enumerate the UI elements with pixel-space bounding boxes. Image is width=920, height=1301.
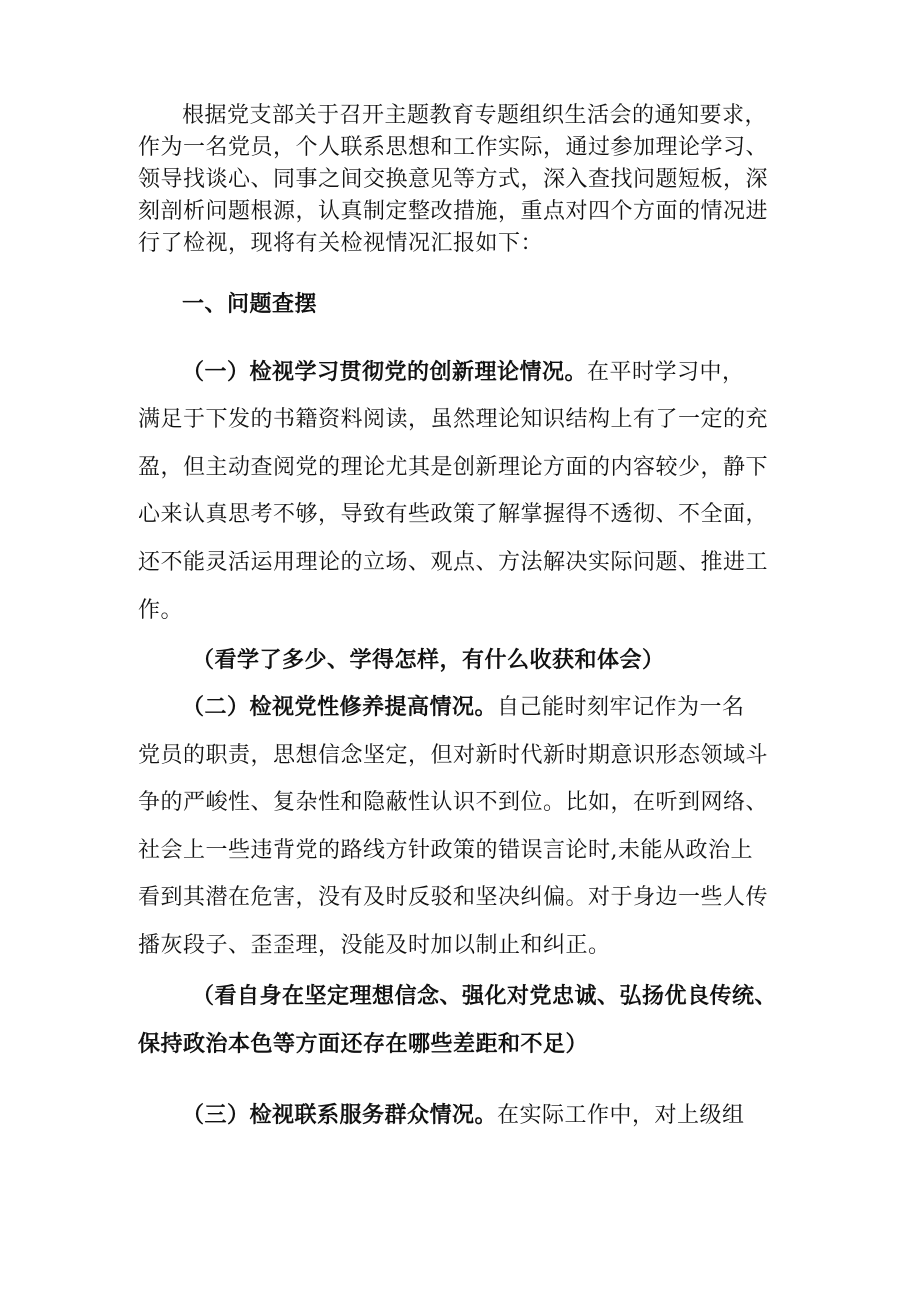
- item2-line-2: 党员的职责，思想信念坚定，但对新时代新时期意识形态领域斗: [138, 743, 769, 768]
- intro-line-5: 行了检视，现将有关检视情况汇报如下：: [138, 231, 544, 256]
- intro-line-4: 刻剖析问题根源，认真制定整改措施，重点对四个方面的情况进: [138, 199, 769, 224]
- item3-first-line-rest: 在实际工作中，对上级组: [497, 1103, 745, 1128]
- item2-line-5: 看到其潜在危害，没有及时反驳和坚决纠偏。对于身边一些人传: [138, 885, 769, 910]
- item1-line-6: 作。: [138, 598, 184, 623]
- item2-first-line: [182, 693, 745, 723]
- item1-line-5: 还不能灵活运用理论的立场、观点、方法解决实际问题、推进工: [138, 550, 769, 575]
- item1-line-3: 盈，但主动查阅党的理论尤其是创新理论方面的内容较少，静下: [138, 455, 769, 480]
- item2-note-line-2: 保持政治本色等方面还存在哪些差距和不足）: [138, 1032, 589, 1057]
- item1-note: （看学了多少、学得怎样，有什么收获和体会）: [192, 648, 665, 673]
- item3-first-line: [182, 1101, 745, 1131]
- item1-first-line-rest: 在平时学习中，: [587, 360, 745, 385]
- item1-first-line: [182, 358, 745, 388]
- intro-line-1: 根据党支部关于召开主题教育专题组织生活会的通知要求，: [182, 103, 768, 128]
- intro-line-2: 作为一名党员，个人联系思想和工作实际，通过参加理论学习、: [138, 135, 769, 160]
- item2-line-3: 争的严峻性、复杂性和隐蔽性认识不到位。比如，在听到网络、: [138, 790, 769, 815]
- item3-title: （三）检视联系服务群众情况。: [182, 1103, 498, 1128]
- item1-title: （一）检视学习贯彻党的创新理论情况。: [182, 360, 588, 385]
- intro-line-3: 领导找谈心、同事之间交换意见等方式，深入查找问题短板，深: [138, 167, 769, 192]
- item2-note-line-1: （看自身在坚定理想信念、强化对党忠诚、弘扬优良传统、: [192, 984, 778, 1009]
- section-heading: 一、问题查摆: [182, 292, 318, 317]
- item2-line-6: 播灰段子、歪歪理，没能及时加以制止和纠正。: [138, 933, 611, 958]
- item2-title: （二）检视党性修养提高情况。: [182, 695, 498, 720]
- item1-line-2: 满足于下发的书籍资料阅读，虽然理论知识结构上有了一定的充: [138, 407, 769, 432]
- item2-line-4: 社会上一些违背党的路线方针政策的错误言论时,未能从政治上: [138, 838, 753, 863]
- item1-line-4: 心来认真思考不够，导致有些政策了解掌握得不透彻、不全面，: [138, 502, 769, 527]
- item2-first-line-rest: 自己能时刻牢记作为一名: [497, 695, 745, 720]
